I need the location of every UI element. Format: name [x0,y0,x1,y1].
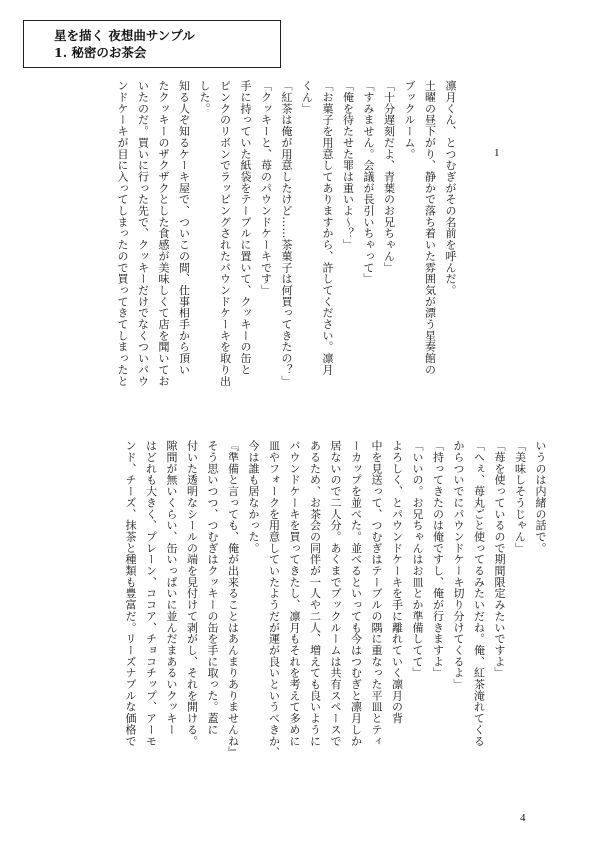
chapter-title: 1. 秘密のお茶会 [54,45,147,60]
text-line: 知る人ぞ知るケーキ屋で、ついこの間、仕事相手から頂い [177,80,191,376]
chapter-number: 1 [494,147,500,159]
text-line: 居ないので二人分。あくまでブックルームは共有スペースで [329,440,342,747]
text-line: 「俺を待たせた罪は重いよ〜？」 [341,80,355,251]
text-line: はどれも大きく、プレーン、ココア、チョコチップ、アーモ [144,440,158,747]
text-line: した。 [198,80,211,115]
text-line: 「苺を使っているので期間限定みたいですよ」 [493,440,506,679]
text-line: 「すみません。会議が長引いちゃって」 [362,80,375,285]
text-line: ーカップを並べた。並べるといっても今はつむぎと凛月しか [349,440,363,747]
text-line: 付いた透明なシールの端を見付けて剥がし、それを開ける。 [185,440,199,747]
text-line: 「十分遅刻だよ、青葉のお兄ちゃん」 [382,80,396,273]
text-line: 「美味しそうじゃん」 [513,440,527,554]
text-line: 今は誰も居なかった。 [247,440,260,554]
page-number: 4 [520,812,526,824]
text-line: 皿やフォークを用意していたようだが運が良いというべきか、 [267,440,281,758]
text-line: そう思いつつ、つむぎはクッキーの缶を手に取った。蓋に [206,440,219,736]
text-line: ブックルーム。 [403,80,416,160]
text-line: 隙間が無いくらい、缶いっぱいに並んだまあるいクッキー [165,440,178,736]
text-line: 「クッキーと、苺のパウンドケーキです」 [259,80,273,296]
text-line: パウンドケーキを買ってきたし、凛月もそれを考えて多めに [288,440,301,747]
text-line: ンド、チーズ、抹茶と種類も豊富だ。リーズナブルな価格で [124,440,137,747]
text-line: 手に持っていた紙袋をテーブルに置いて、クッキーの缶と [239,80,252,376]
text-line: 中を見送って、つむぎはテーブルの隅に重なった平皿とティ [370,440,383,747]
text-line: あるため、お茶会の同伴が一人や二人、増えても良いように [308,440,322,747]
text-line: ピンクのリボンでラッピングされたパウンドケーキを取り出 [218,80,232,387]
lower-text-block [124,440,550,795]
text-line: 「へぇ、苺丸ごと使ってるみたいだね。俺、紅茶淹れてくる [472,440,486,747]
text-line: いうのは内緒の話で。 [534,440,547,554]
text-line: 「持ってきたのは俺ですし、俺が行きますよ」 [431,440,445,679]
text-line: 『準備と言っても、俺が出来ることはあんまりありませんね』 [226,440,240,758]
text-line: からついでにパウンドケーキ切り分けてくるよ」 [452,440,465,690]
text-line: 「お菓子を用意してありますから、許してください。凛月 [321,80,334,376]
text-line: ンドケーキが目に入ってしまったので買ってきてしまったと [116,80,129,387]
text-line: 「いいの。お兄ちゃんはお皿とか準備してて」 [411,440,424,679]
series-title: 星を描く 夜想曲サンプル [54,28,195,43]
upper-text-block [90,80,460,410]
text-line: いたのだ。買いに行った先で、クッキーだけでなくついパウ [136,80,150,387]
chapter-title-box [23,20,281,68]
text-line: 「紅茶は俺が用意したけど……茶菓子は何買ってきたの？」 [280,80,293,387]
text-line: くん」 [300,80,314,115]
text-line: たクッキーのザクザクとした食感が美味しくて店を聞いてお [157,80,170,387]
text-line: 土曜の昼下がり、静かで落ち着いた雰囲気が漂う星奏館の [423,80,437,376]
text-line: 凛月くん、とつむぎがその名前を呼んだ。 [444,80,457,296]
text-line: よろしく、とパウンドケーキを手に離れていく凛月の背 [390,440,404,724]
